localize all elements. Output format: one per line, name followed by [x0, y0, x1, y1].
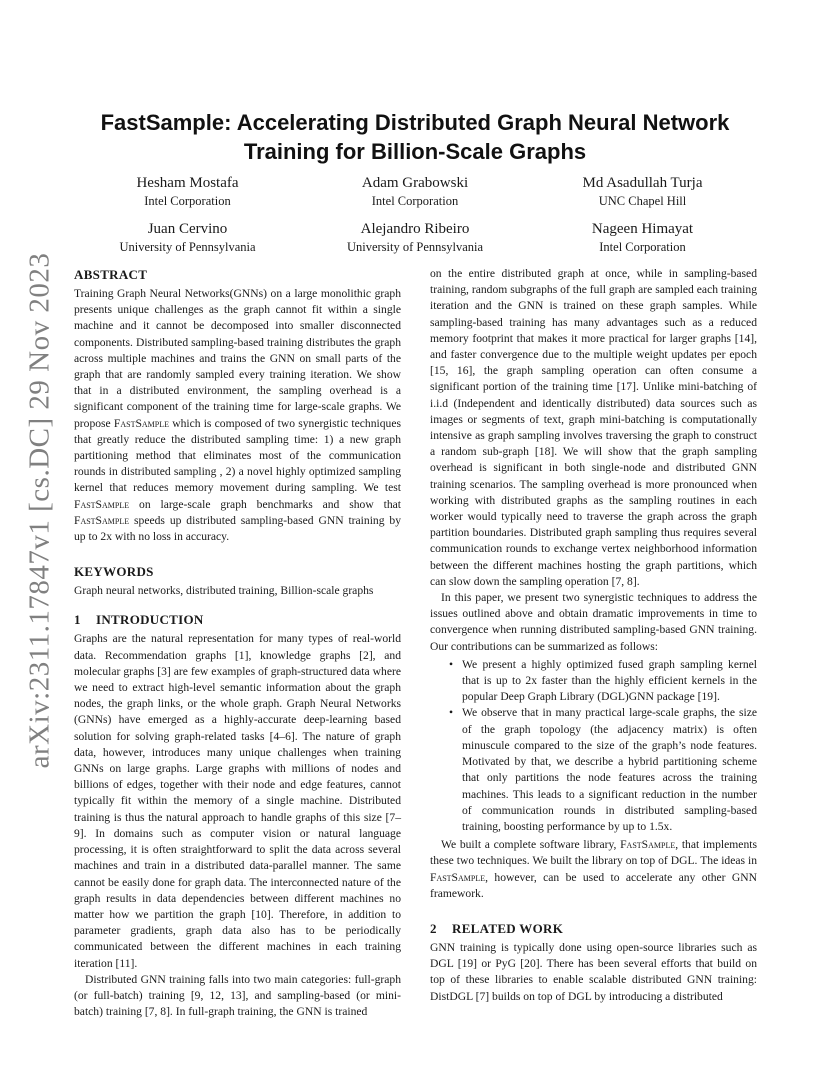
author-affiliation: University of Pennsylvania [346, 240, 484, 254]
paper-title: FastSample: Accelerating Distributed Graph Neural Network Training for Billion-Scale Graphs [100, 110, 730, 164]
left-column [74, 266, 401, 1020]
author [529, 174, 756, 209]
author-name: Adam Grabowski [361, 175, 469, 191]
author-affiliation: Intel Corporation [599, 240, 686, 254]
introduction-paragraph-2-continued: on the entire distributed graph at once, while in sampling-based training, random subgraphs of the full graph are sampled each training iteration and the GNN is trained on these graph samples. While sampling-based training has many advantages such as a reduced memory footprint that makes it more practical for larger graphs [14], and faster convergence due to the multiple weight updates per epoch [15, 16], the graph sampling operation can often consume a significant portion of the training time [17]. Unlike mini-batching of i.i.d (Independent and identically distributed) data sources such as images or segments of text, graph mini-batching is computationally intensive as graph sampling involves traversing the graph to construct a random sub-graph [18]. We will show that the graph sampling overhead is significant in both single-node and distributed GNN training scenarios. The sampling overhead is more pronounced when working with distributed graphs as the sampling routines in each worker would typically need to traverse the graph across the graph partition boundaries. Distributed graph sampling thus requires several communication rounds to exchange vertex neighborhood information between the different machines hosting the graph partitions, which can slow down the sampling operation [7, 8]. [430, 267, 757, 588]
author-block [74, 174, 756, 266]
author [74, 174, 301, 209]
introduction-paragraph-4: We built a complete software library, FastSample, that implements these two techniques. We built the library on top of DGL. The ideas in FastSample, however, can be used to accelerate any other GNN framework. [430, 838, 757, 900]
right-column [430, 266, 757, 1005]
author-name: Alejandro Ribeiro [360, 221, 470, 237]
library-name: FastSample [74, 513, 130, 527]
library-name: FastSample [113, 416, 170, 430]
list-item: • We present a highly optimized fused graph sampling kernel that is up to 2x faster than the highly efficient kernels in the popular Deep Graph Library (DGL)GNN package [19]. [462, 657, 757, 706]
author-name: Hesham Mostafa [136, 175, 239, 191]
author-row-2 [74, 220, 756, 255]
author [74, 220, 301, 255]
library-name: FastSample [74, 497, 130, 511]
introduction-paragraph-1: Graphs are the natural representation for many types of real-world data. Recommendation graphs [1], knowledge graphs [2], and molecular graphs [3] are few examples of graph-structured data where we need to extract high-level semantic information about the graph nodes, the graph links, or the whole graph. Graph Neural Networks (GNNs) have emerged as a highly-accurate deep-learning based solution for solving graph-related tasks [4–6]. The nature of graph data, however, introduces many unique challenges when training GNNs on large graphs. Large graphs with millions of nodes and billions of edges, together with their node and edge features, cannot typically fit within the memory of a single machine. Distributed training is thus the natural approach to handle graphs of this size [7–9]. In domains such as computer vision or natural language processing, it is often straightforward to split the data across several machines and train in a distributed data-parallel manner. The same cannot be easily done for graph data. The interconnected nature of the graph results in data dependencies between different machines no matter how we partition the graph [10]. Therefore, in addition to parameter gradients, graph data also has to be periodically communicated between the different machines in each training iteration [11]. [74, 632, 401, 970]
introduction-paragraph-3: In this paper, we present two synergistic techniques to address the issues outlined above and obtain dramatic improvements in time to convergence when running distributed sampling-based GNN training. Our contributions can be summarized as follows: [430, 591, 757, 653]
related-work-paragraph-1: GNN training is typically done using open-source libraries such as DGL [19] or PyG [20]. There has been several efforts that build on top of these libraries to enable scalable distributed GNN training: DistDGL [7] builds on top of DGL by introducing a distributed [430, 940, 757, 1003]
author-affiliation: Intel Corporation [144, 194, 231, 208]
author [302, 220, 529, 255]
arxiv-identifier-stamp [16, 252, 64, 768]
abstract-text: Training Graph Neural Networks(GNNs) on a large monolithic graph presents unique challenges as the graph cannot fit within a single machine and it cannot be decomposed into smaller disconnected components. Distributed sampling-based training distributes the graph across multiple machines and trains the GNN on small parts of the graph that are randomly sampled every training iteration. We show that in a distributed environment, the sampling overhead is a significant component of the training time for large-scale graphs. We propose FastSample which is composed of two synergistic techniques that greatly reduce the distributed sampling time: 1) a new graph partitioning method that eliminates most of the communication rounds in distributed sampling , 2) a novel highly optimized sampling kernel that reduces memory movement during sampling. We test FastSample on large-scale graph benchmarks and show that FastSample speeds up distributed sampling-based GNN training by up to 2x with no loss in accuracy. [74, 287, 401, 544]
introduction-heading [74, 611, 401, 629]
contributions-list [430, 657, 757, 835]
library-name: FastSample [620, 838, 676, 852]
author-affiliation: Intel Corporation [371, 194, 459, 208]
author-name: Md Asadullah Turja [582, 175, 703, 191]
section-number: 2 [430, 920, 437, 936]
author-affiliation: UNC Chapel Hill [598, 194, 687, 208]
author-row-1 [74, 174, 756, 209]
author-name: Nageen Himayat [591, 221, 694, 237]
section-title: RELATED WORK [452, 920, 564, 936]
keywords-text: Graph neural networks, distributed training, Billion-scale graphs [74, 584, 374, 598]
section-number: 1 [74, 612, 81, 628]
arxiv-identifier-text: arXiv:2311.17847v1 [cs.DC] 29 Nov 2023 [23, 252, 56, 768]
author [302, 174, 529, 209]
introduction-paragraph-2: Distributed GNN training falls into two main categories: full-graph (or full-batch) training [9, 12, 13], and sampling-based (or mini-batch) training [7, 8]. In full-graph training, the GNN is trained [74, 972, 401, 1019]
author-name: Juan Cervino [147, 221, 228, 237]
related-work-heading [430, 920, 757, 938]
list-item: • We observe that in many practical large-scale graphs, the size of the graph topology (the adjacency matrix) is often minuscule compared to the size of the graph’s node features. Motivated by that, we describe a hybrid partitioning scheme that only partitions the node features across the training machines. This leads to a significant reduction in the number of communication rounds in distributed sampling-based training, boosting performance by up to 1.5x. [462, 705, 757, 835]
library-name: FastSample [430, 870, 486, 884]
abstract-heading: ABSTRACT [74, 267, 148, 282]
section-title: INTRODUCTION [96, 612, 204, 628]
author-affiliation: University of Pennsylvania [119, 240, 256, 254]
keywords-heading: KEYWORDS [74, 564, 154, 580]
author [529, 220, 756, 255]
